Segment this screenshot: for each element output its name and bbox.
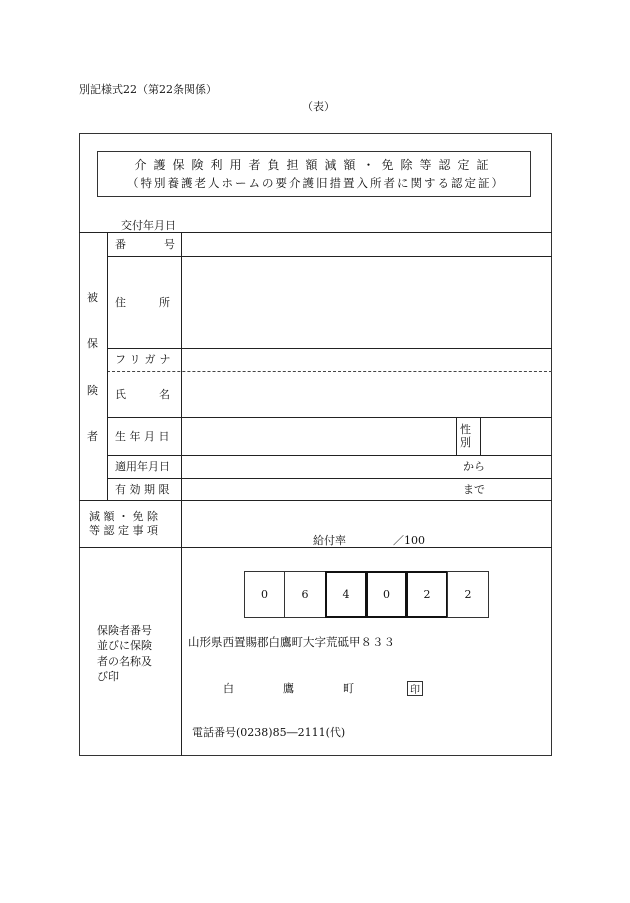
reduction-label-1: 減 額 ・ 免 除 xyxy=(89,510,158,523)
insurer-label-4: び印 xyxy=(97,670,119,683)
benefit-rate-suffix: ／100 xyxy=(393,534,425,547)
insurer-digit: 0 xyxy=(366,571,407,618)
apply-date-label: 適用年月日 xyxy=(115,460,170,473)
insurer-digit: 2 xyxy=(406,571,448,618)
address-label: 住 所 xyxy=(115,296,170,309)
insurer-name-char-3: 町 xyxy=(343,682,354,695)
insurer-digit: 4 xyxy=(325,571,367,618)
side-label: （表） xyxy=(302,100,335,113)
insurer-label-1: 保険者番号 xyxy=(97,624,152,637)
insurer-digit: 2 xyxy=(447,571,489,618)
insurer-label-2: 並びに保険 xyxy=(97,639,152,652)
insured-group-char-4: 者 xyxy=(87,430,98,443)
furigana-divider xyxy=(107,371,552,372)
insured-group-char-3: 険 xyxy=(87,384,98,397)
insurer-name-char-1: 白 xyxy=(223,682,234,695)
insured-group-char-1: 被 xyxy=(87,291,98,304)
seal-icon: 印 xyxy=(407,681,423,696)
title-line-1: 介護保険利用者負担額減額・免除等認定証 xyxy=(134,158,496,172)
reduction-label-2: 等 認 定 事 項 xyxy=(89,524,158,537)
insurer-phone: 電話番号(0238)85―2111(代) xyxy=(192,726,346,739)
birthdate-label: 生 年 月 日 xyxy=(115,430,170,443)
expiry-label: 有 効 期 限 xyxy=(115,483,170,496)
apply-date-suffix: から xyxy=(463,460,485,473)
insurer-label-3: 者の名称及 xyxy=(97,655,152,668)
number-label: 番 号 xyxy=(115,238,175,251)
name-label: 氏 名 xyxy=(115,388,170,401)
gender-label-2: 別 xyxy=(460,436,471,449)
insurer-address: 山形県西置賜郡白鷹町大字荒砥甲８３３ xyxy=(188,635,395,649)
insurer-digit: 6 xyxy=(284,571,326,618)
form-id: 別記様式22（第22条関係） xyxy=(79,83,217,96)
expiry-suffix: まで xyxy=(463,483,485,496)
gender-label-1: 性 xyxy=(460,423,471,436)
title-line-2: （特別養護老人ホームの要介護旧措置入所者に関する認定証） xyxy=(127,176,505,190)
issue-date-label: 交付年月日 xyxy=(121,219,176,232)
insurer-name-char-2: 鷹 xyxy=(283,682,294,695)
insured-group-char-2: 保 xyxy=(87,337,98,350)
furigana-label: フリガナ xyxy=(115,353,175,366)
insurer-digit: 0 xyxy=(244,571,285,618)
benefit-rate-label: 給付率 xyxy=(313,534,346,547)
